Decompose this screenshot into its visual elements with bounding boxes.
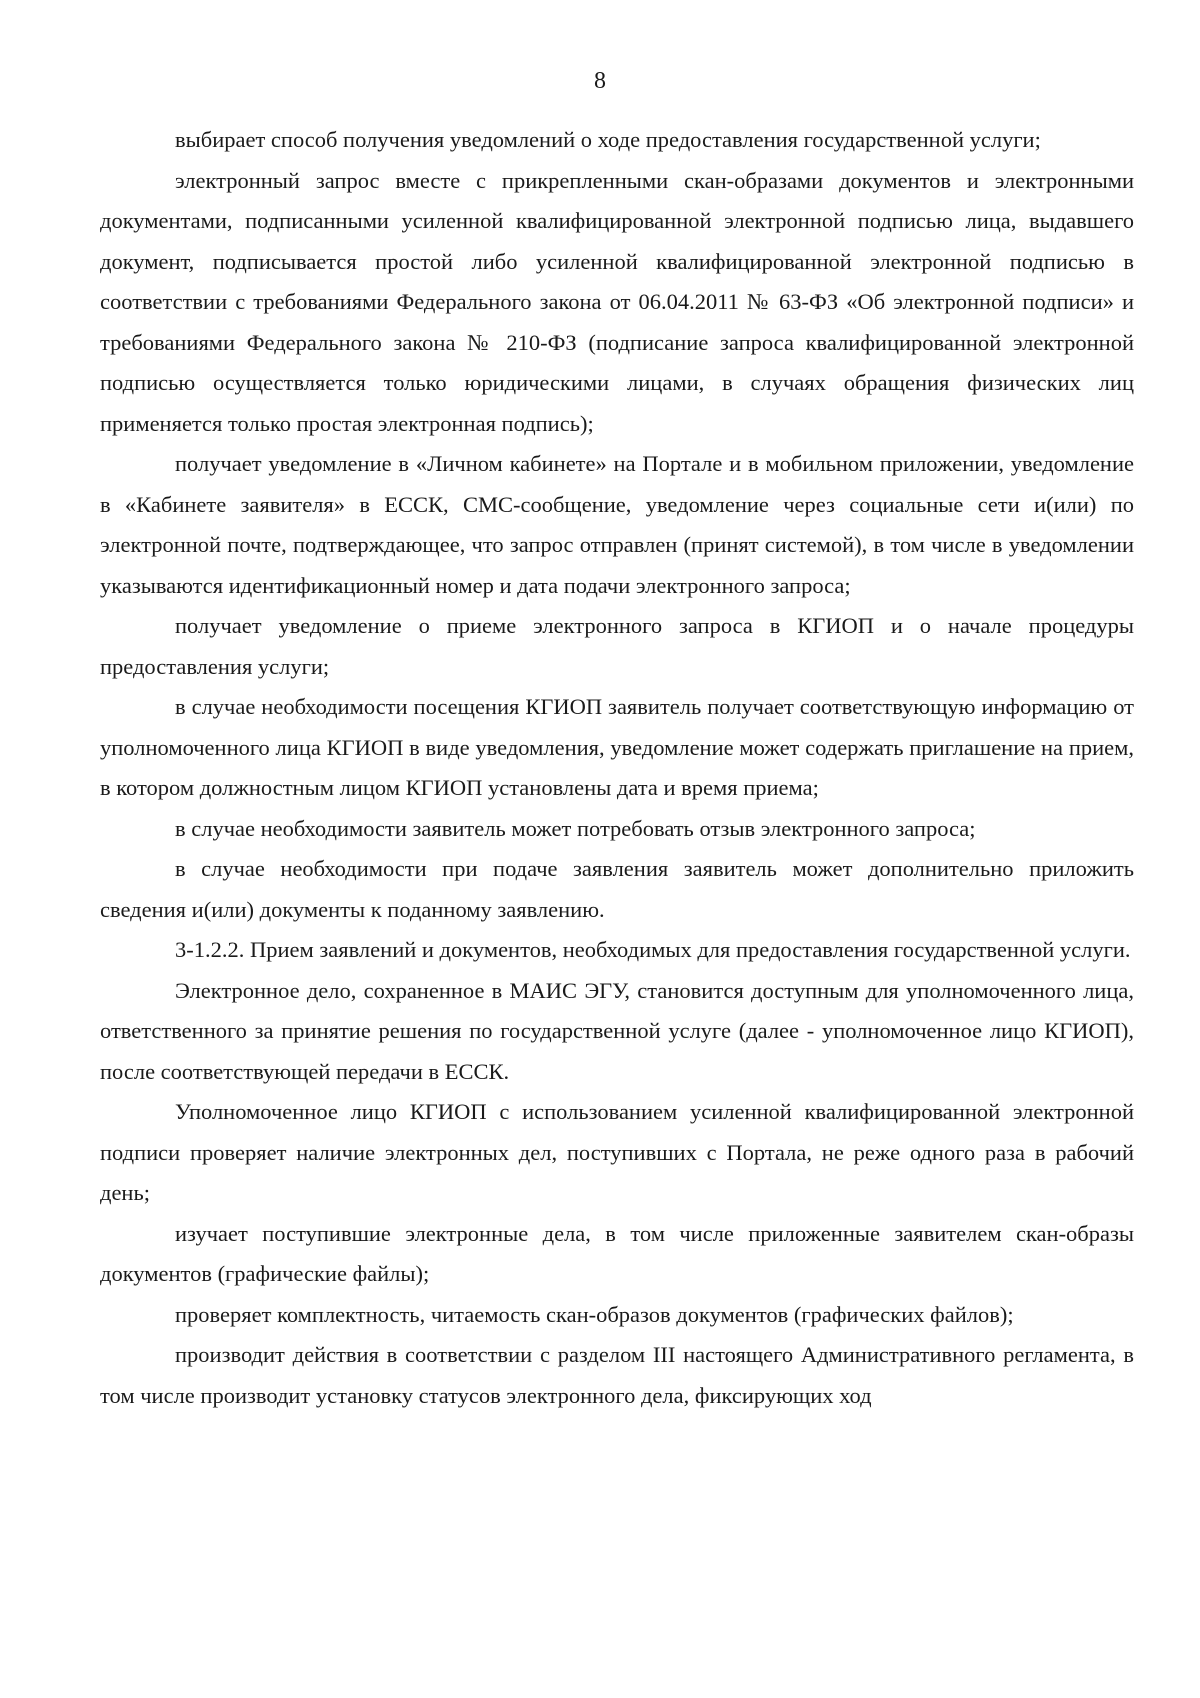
paragraph: в случае необходимости при подаче заявления заявитель может дополнительно приложить сведения и(или) документы к поданному заявлению. (100, 856, 1134, 922)
paragraph: в случае необходимости заявитель может потребовать отзыв электронного запроса; (175, 815, 976, 841)
paragraph: Уполномоченное лицо КГИОП с использованием усиленной квалифицированной электронной подписи проверяет наличие электронных дел, поступивших с Портала, не реже одного раза в рабочий день; (100, 1099, 1134, 1205)
paragraph: электронный запрос вместе с прикрепленными скан-образами документов и электронными документами, подписанными усиленной квалифицированной электронной подписью лица, выдавшего документ, подписывается простой либо усиленной квалифицированной электронной подписью в соответствии с требованиями Федерального закона от 06.04.2011 № 63-ФЗ «Об электронной подписи» и требованиями Федерального закона № 210-ФЗ (подписание запроса квалифицированной электронной подписью осуществляется только юридическими лицами, в случаях обращения физических лиц применяется только простая электронная подпись); (100, 167, 1134, 436)
paragraph: выбирает способ получения уведомлений о ходе предоставления государственной услуги; (175, 127, 1041, 152)
section-heading: 3-1.2.2. Прием заявлений и документов, необходимых для предоставления государственной услуги. (175, 937, 1131, 962)
page-number: 8 (594, 68, 606, 94)
paragraph: изучает поступившие электронные дела, в том числе приложенные заявителем скан-образы документов (графические файлы); (100, 1220, 1134, 1286)
paragraph: Электронное дело, сохраненное в МАИС ЭГУ, становится доступным для уполномоченного лица, ответственного за принятие решения по государственной услуге (далее - уполномоченное лицо КГИОП), после соответствующей передачи в ЕССК. (100, 977, 1134, 1084)
document-body (100, 120, 1134, 1416)
paragraph: проверяет комплектность, читаемость скан-образов документов (графических файлов); (175, 1301, 1014, 1327)
paragraph: получает уведомление в «Личном кабинете» на Портале и в мобильном приложении, уведомление в «Кабинете заявителя» в ЕССК, СМС-сообщение, уведомление через социальные сети и(или) по электронной почте, подтверждающее, что запрос отправлен (принят системой), в том числе в уведомлении указываются идентификационный номер и дата подачи электронного запроса; (100, 451, 1134, 598)
paragraph: в случае необходимости посещения КГИОП заявитель получает соответствующую информацию от уполномоченного лица КГИОП в виде уведомления, уведомление может содержать приглашение на прием, в котором должностным лицом КГИОП установлены дата и время приема; (100, 694, 1134, 800)
paragraph: производит действия в соответствии с разделом III настоящего Административного регламента, в том числе производит установку статусов электронного дела, фиксирующих ход (100, 1342, 1134, 1408)
paragraph: получает уведомление о приеме электронного запроса в КГИОП и о начале процедуры предоставления услуги; (100, 613, 1134, 679)
